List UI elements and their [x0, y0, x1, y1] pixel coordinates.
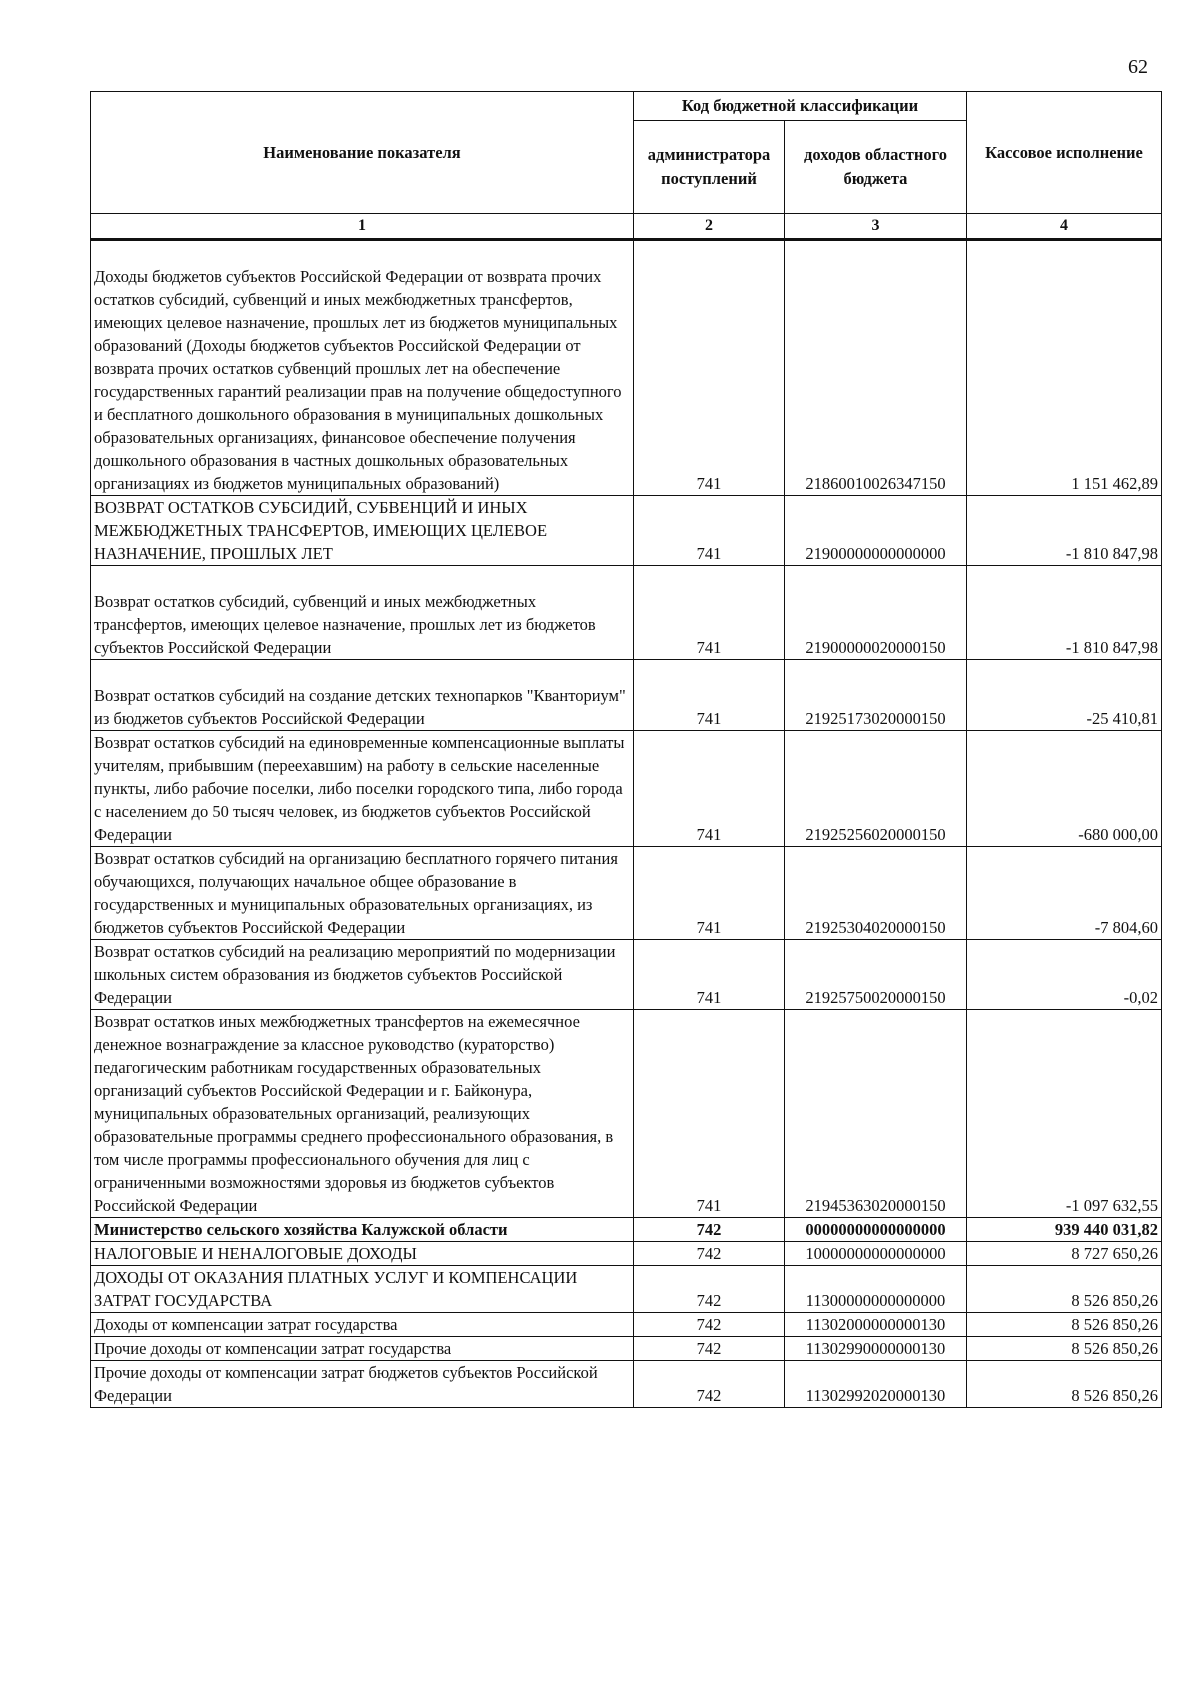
- table-row: [91, 1313, 1162, 1337]
- row-amount: -25 410,81: [967, 660, 1162, 731]
- row-name: Министерство сельского хозяйства Калужской области: [91, 1218, 634, 1242]
- row-amount: -1 810 847,98: [967, 566, 1162, 660]
- row-amount: 8 526 850,26: [967, 1337, 1162, 1361]
- header-admin: администратора поступлений: [634, 121, 785, 214]
- row-name: Возврат остатков субсидий на реализацию мероприятий по модернизации школьных систем образования из бюджетов субъектов Российской Федерации: [91, 940, 634, 1010]
- table-row: [91, 1242, 1162, 1266]
- row-admin-code: 741: [634, 731, 785, 847]
- table-row: [91, 847, 1162, 940]
- row-amount: 8 727 650,26: [967, 1242, 1162, 1266]
- page-number: 62: [1128, 56, 1148, 78]
- row-income-code: 11300000000000000: [785, 1266, 967, 1313]
- table-row: [91, 566, 1162, 660]
- table-row: [91, 1266, 1162, 1313]
- row-name: Возврат остатков субсидий на создание детских технопарков "Кванториум" из бюджетов субъектов Российской Федерации: [91, 660, 634, 731]
- row-income-code: 21900000020000150: [785, 566, 967, 660]
- col-number-1: 1: [91, 214, 634, 240]
- row-name: Возврат остатков иных межбюджетных трансфертов на ежемесячное денежное вознаграждение за классное руководство (кураторство) педагогическим работникам государственных образовательных организаций субъектов Российской Федерации и г. Байконура, муниципальных образовательных организаций, реализующих образовательные программы среднего профессионального образования, в том числе программы профессионального обучения для лиц с ограниченными возможностями здоровья из бюджетов субъектов Российской Федерации: [91, 1010, 634, 1218]
- table-row: [91, 1361, 1162, 1408]
- row-amount: 8 526 850,26: [967, 1266, 1162, 1313]
- row-admin-code: 741: [634, 847, 785, 940]
- row-amount: -7 804,60: [967, 847, 1162, 940]
- budget-table: [90, 91, 1162, 1408]
- row-admin-code: 742: [634, 1337, 785, 1361]
- row-income-code: 21925173020000150: [785, 660, 967, 731]
- table-row: [91, 1337, 1162, 1361]
- row-name: Прочие доходы от компенсации затрат государства: [91, 1337, 634, 1361]
- header-name: Наименование показателя: [91, 92, 634, 214]
- row-income-code: 11302990000000130: [785, 1337, 967, 1361]
- row-income-code: 21900000000000000: [785, 496, 967, 566]
- table-row: [91, 1010, 1162, 1218]
- row-admin-code: 741: [634, 566, 785, 660]
- row-income-code: 11302992020000130: [785, 1361, 967, 1408]
- row-admin-code: 742: [634, 1361, 785, 1408]
- col-number-4: 4: [967, 214, 1162, 240]
- table-row: [91, 731, 1162, 847]
- row-name: Возврат остатков субсидий на единовременные компенсационные выплаты учителям, прибывшим (переехавшим) на работу в сельские населенные пункты, либо рабочие поселки, либо поселки городского типа, либо города с населением до 50 тысяч человек, из бюджетов субъектов Российской Федерации: [91, 731, 634, 847]
- table-row: [91, 496, 1162, 566]
- header-kassa: Кассовое исполнение: [967, 92, 1162, 214]
- row-admin-code: 742: [634, 1218, 785, 1242]
- row-name: НАЛОГОВЫЕ И НЕНАЛОГОВЫЕ ДОХОДЫ: [91, 1242, 634, 1266]
- row-amount: 8 526 850,26: [967, 1361, 1162, 1408]
- row-admin-code: 741: [634, 940, 785, 1010]
- table-body: [91, 240, 1162, 1408]
- row-admin-code: 741: [634, 1010, 785, 1218]
- row-admin-code: 741: [634, 240, 785, 496]
- row-income-code: 21945363020000150: [785, 1010, 967, 1218]
- row-income-code: 21860010026347150: [785, 240, 967, 496]
- row-name: ДОХОДЫ ОТ ОКАЗАНИЯ ПЛАТНЫХ УСЛУГ И КОМПЕНСАЦИИ ЗАТРАТ ГОСУДАРСТВА: [91, 1266, 634, 1313]
- header-income: доходов областного бюджета: [785, 121, 967, 214]
- row-name: Прочие доходы от компенсации затрат бюджетов субъектов Российской Федерации: [91, 1361, 634, 1408]
- col-number-2: 2: [634, 214, 785, 240]
- row-admin-code: 741: [634, 660, 785, 731]
- row-income-code: 11302000000000130: [785, 1313, 967, 1337]
- row-amount: 939 440 031,82: [967, 1218, 1162, 1242]
- row-name: Доходы от компенсации затрат государства: [91, 1313, 634, 1337]
- row-income-code: 21925256020000150: [785, 731, 967, 847]
- header-code-group: Код бюджетной классификации: [634, 92, 967, 121]
- table-row: [91, 940, 1162, 1010]
- row-name: Возврат остатков субсидий на организацию бесплатного горячего питания обучающихся, получающих начальное общее образование в государственных и муниципальных образовательных организациях, из бюджетов субъектов Российской Федерации: [91, 847, 634, 940]
- row-income-code: 21925750020000150: [785, 940, 967, 1010]
- row-income-code: 10000000000000000: [785, 1242, 967, 1266]
- row-amount: -1 097 632,55: [967, 1010, 1162, 1218]
- row-amount: -1 810 847,98: [967, 496, 1162, 566]
- row-amount: -0,02: [967, 940, 1162, 1010]
- row-income-code: 00000000000000000: [785, 1218, 967, 1242]
- row-admin-code: 742: [634, 1266, 785, 1313]
- table-row: [91, 1218, 1162, 1242]
- row-admin-code: 742: [634, 1242, 785, 1266]
- table-row: [91, 660, 1162, 731]
- row-amount: -680 000,00: [967, 731, 1162, 847]
- row-amount: 1 151 462,89: [967, 240, 1162, 496]
- row-admin-code: 742: [634, 1313, 785, 1337]
- row-name: ВОЗВРАТ ОСТАТКОВ СУБСИДИЙ, СУБВЕНЦИЙ И ИНЫХ МЕЖБЮДЖЕТНЫХ ТРАНСФЕРТОВ, ИМЕЮЩИХ ЦЕЛЕВОЕ НАЗНАЧЕНИЕ, ПРОШЛЫХ ЛЕТ: [91, 496, 634, 566]
- row-amount: 8 526 850,26: [967, 1313, 1162, 1337]
- table-row: [91, 240, 1162, 496]
- row-income-code: 21925304020000150: [785, 847, 967, 940]
- col-number-3: 3: [785, 214, 967, 240]
- row-name: Возврат остатков субсидий, субвенций и иных межбюджетных трансфертов, имеющих целевое назначение, прошлых лет из бюджетов субъектов Российской Федерации: [91, 566, 634, 660]
- row-admin-code: 741: [634, 496, 785, 566]
- row-name: Доходы бюджетов субъектов Российской Федерации от возврата прочих остатков субсидий, субвенций и иных межбюджетных трансфертов, имеющих целевое назначение, прошлых лет из бюджетов муниципальных образований (Доходы бюджетов субъектов Российской Федерации от возврата прочих остатков субвенций прошлых лет на обеспечение государственных гарантий реализации прав на получение общедоступного и бесплатного дошкольного образования в муниципальных дошкольных образовательных организациях, финансовое обеспечение получения дошкольного образования в частных дошкольных образовательных организациях из бюджетов муниципальных образований): [91, 240, 634, 496]
